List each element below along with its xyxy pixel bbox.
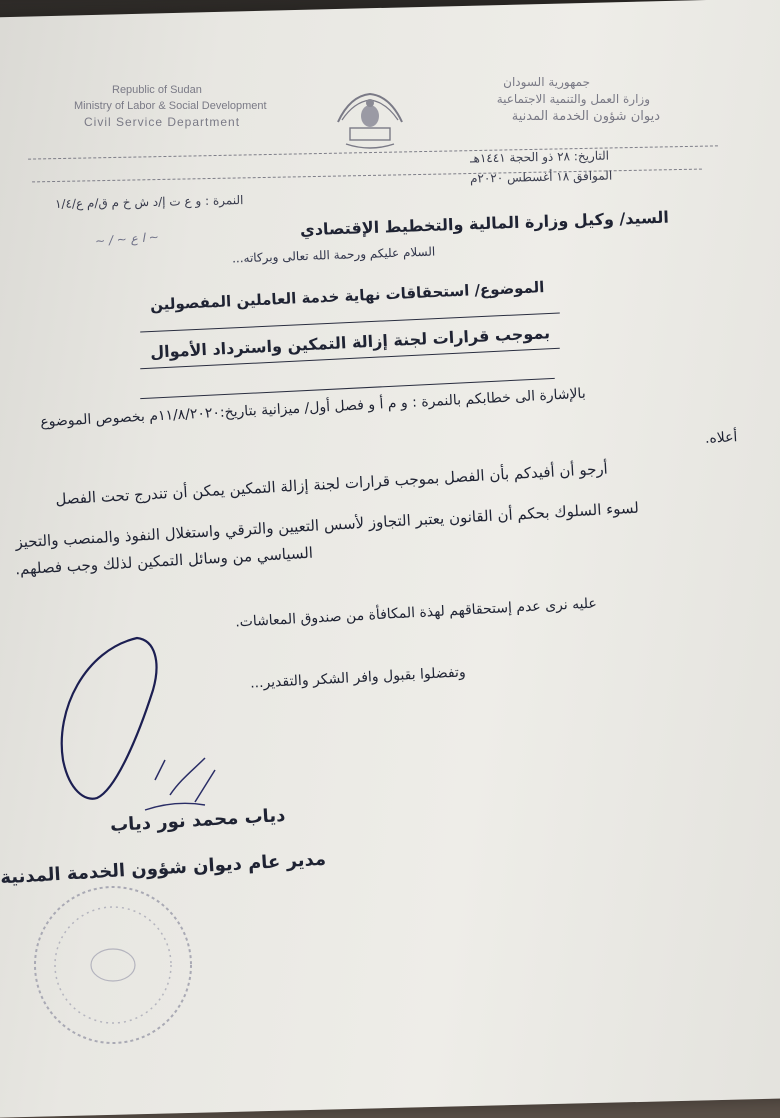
date-gregorian: الموافق ١٨ أغسطس ٢٠٢٠م — [469, 168, 613, 186]
body-paragraph: السياسي من وسائل التمكين لذلك وجب فصلهم. — [14, 543, 314, 579]
closing-line: وتفضلوا بقبول وافر الشكر والتقدير... — [249, 664, 467, 692]
addressee: السيد/ وكيل وزارة المالية والتخطيط الإقتصادي — [299, 207, 670, 240]
body-paragraph: أعلاه. — [704, 429, 738, 447]
body-paragraph: أرجو أن أفيدكم بأن الفصل بموجب قرارات لجنة إزالة التمكين يمكن أن تندرج تحت الفصل — [54, 459, 609, 509]
subject-line: الموضوع/ استحقاقات نهاية خدمة العاملين المفصولين — [149, 278, 545, 314]
greeting: السلام عليكم ورحمة الله تعالى وبركاته... — [231, 244, 436, 266]
handwritten-signature-icon — [45, 630, 245, 830]
reference-number: النمرة : و ع ت إ/د ش خ م ق/م ع/١/٤ — [54, 193, 244, 211]
secretary-bird-emblem-icon — [330, 88, 410, 156]
letterhead-english-line: Ministry of Labor & Social Development — [74, 100, 267, 112]
handwritten-note: ~ ا ع ~ / ~ — [94, 229, 160, 249]
signatory-name: دياب محمد نور دياب — [109, 804, 286, 837]
letterhead-arabic-line: جمهورية السودان — [503, 75, 590, 89]
signatory-title: مدير عام ديوان شؤون الخدمة المدنية — [0, 848, 327, 889]
body-paragraph: لسوء السلوك بحكم أن القانون يعتبر التجاوز لأسس التعيين والترقي واستغلال النفوذ والمنصب والتحيز — [14, 498, 640, 552]
subject-line: بموجب قرارات لجنة إزالة التمكين واسترداد الأموال — [149, 323, 551, 362]
body-paragraph: بالإشارة الى خطابكم بالنمرة : و م أ و فصل أول/ ميزانية بتاريخ:١١/٨/٢٠٢٠م بخصوص الموضوع — [39, 385, 587, 431]
letterhead-arabic-line: ديوان شؤون الخدمة المدنية — [511, 109, 660, 124]
letterhead-arabic-line: وزارة العمل والتنمية الاجتماعية — [496, 92, 650, 106]
official-stamp-icon — [28, 880, 198, 1050]
letterhead-english-line: Civil Service Department — [84, 115, 241, 129]
date-hijri: التاريخ: ٢٨ ذو الحجة ١٤٤١هـ — [469, 148, 610, 166]
letterhead-english-line: Republic of Sudan — [112, 84, 202, 96]
letterhead-english — [70, 82, 300, 130]
letterhead-arabic — [470, 74, 710, 125]
body-paragraph: عليه نرى عدم إستحقاقهم لهذة المكافأة من صندوق المعاشات. — [234, 595, 598, 631]
